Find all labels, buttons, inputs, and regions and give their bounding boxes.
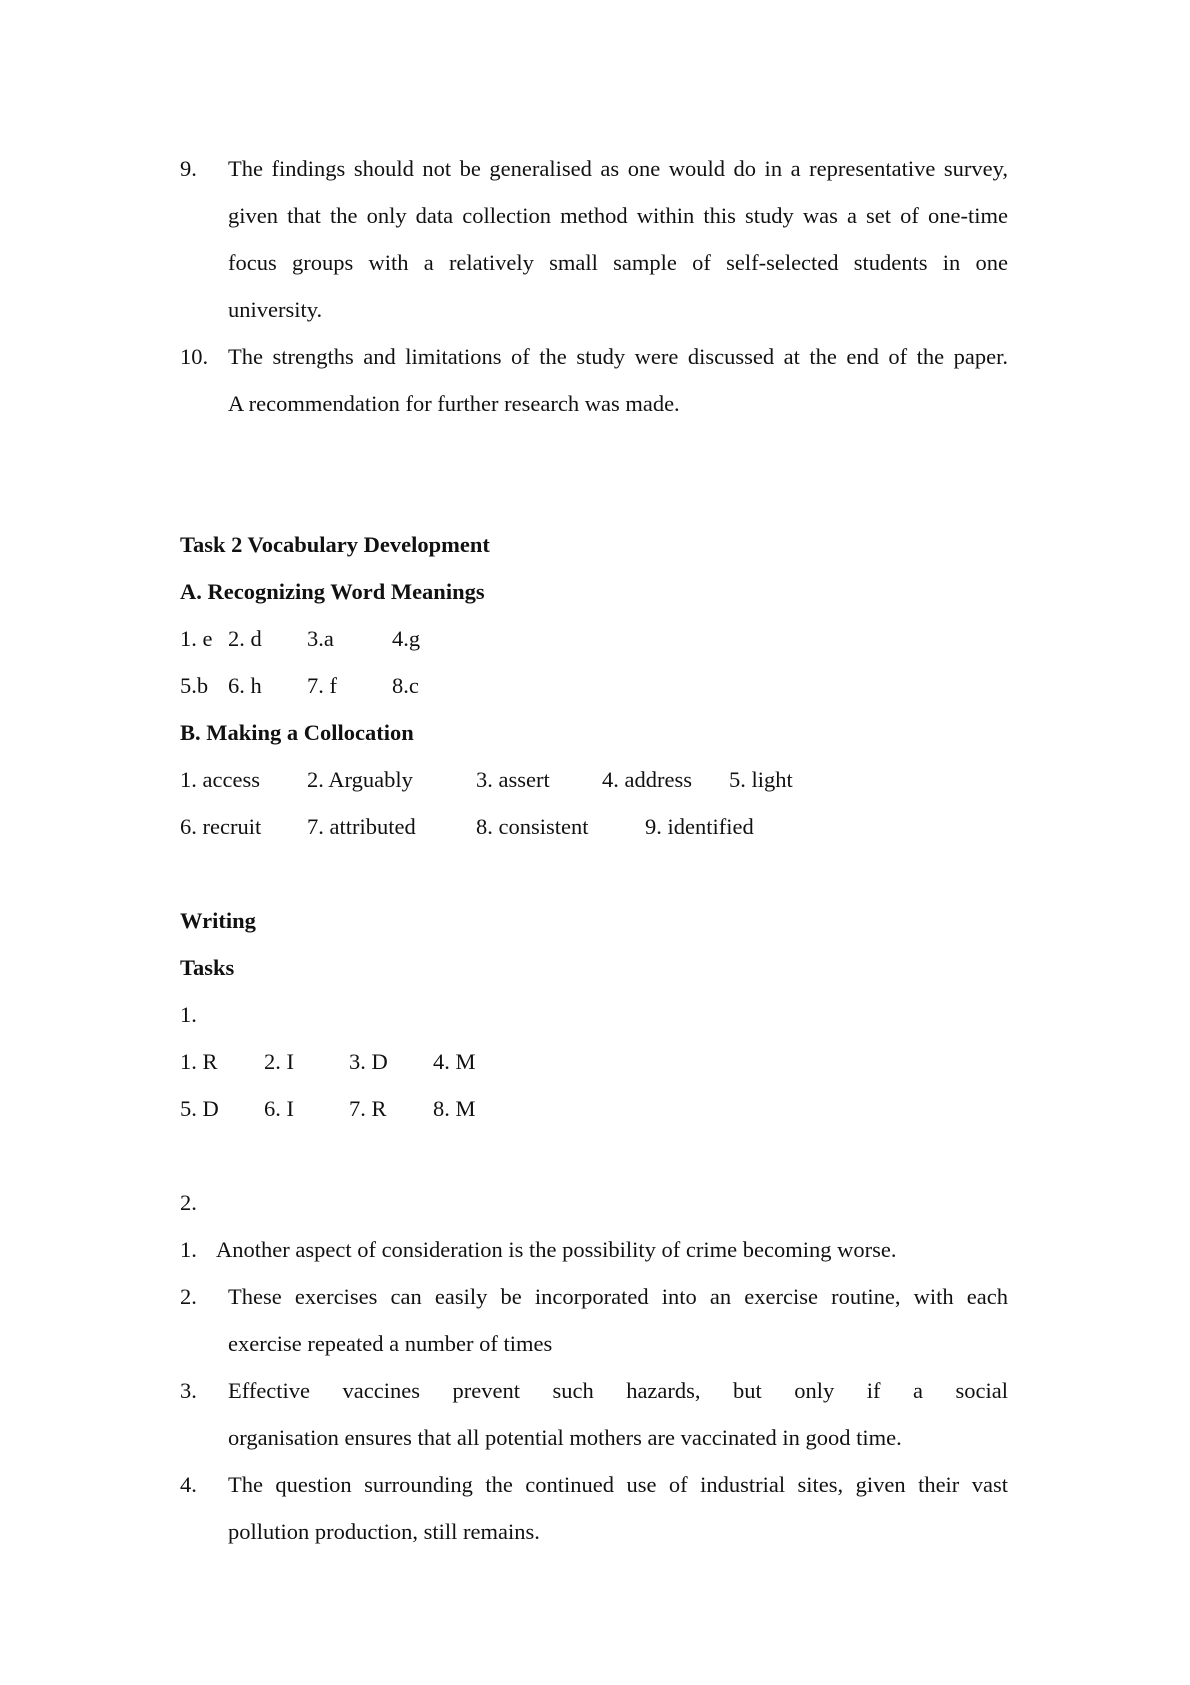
list-item-line: The findings should not be generalised as one would do in a representative survey, [228,156,1008,181]
answer-cell: 4. M [433,1049,476,1074]
answer-cell: 6. I [264,1096,294,1121]
list-item-line: organisation ensures that all potential mothers are vaccinated in good time. [228,1425,902,1450]
answer-cell: 5.b [180,673,209,698]
answer-cell: 9. identified [645,814,754,839]
list-item-line: given that the only data collection method within this study was a set of one-time [228,203,1008,228]
section-heading: Writing [180,908,256,933]
list-item-line: The strengths and limitations of the study were discussed at the end of the paper. [228,344,1008,369]
list-item-line: Effective vaccines prevent such hazards, but only if a social [228,1378,1008,1403]
list-item-number: 9. [180,156,197,181]
list-item-line: exercise repeated a number of times [228,1331,553,1356]
list-item-number: 2. [180,1284,197,1309]
answer-cell: 1. R [180,1049,218,1074]
answer-cell: 4. address [602,767,692,792]
answer-cell: 3. assert [476,767,550,792]
subsection-heading: A. Recognizing Word Meanings [180,579,485,604]
list-item-number: 3. [180,1378,197,1403]
subsection-heading: Tasks [180,955,235,980]
answer-cell: 5. light [729,767,793,792]
list-item-number: 4. [180,1472,197,1497]
list-item-number: 10. [180,344,209,369]
answer-cell: 6. recruit [180,814,262,839]
list-item-line: Another aspect of consideration is the possibility of crime becoming worse. [216,1237,897,1262]
answer-cell: 7. f [307,673,337,698]
list-item-line: pollution production, still remains. [228,1519,540,1544]
list-item-line: focus groups with a relatively small sample of self-selected students in one [228,250,1008,275]
answer-cell: 7. attributed [307,814,416,839]
answer-cell: 3. D [349,1049,388,1074]
list-item-line: A recommendation for further research was made. [228,391,680,416]
section-heading: Task 2 Vocabulary Development [180,532,490,557]
list-item-line: The question surrounding the continued use of industrial sites, given their vast [228,1472,1008,1497]
answer-cell: 7. R [349,1096,387,1121]
subsection-heading: B. Making a Collocation [180,720,414,745]
answer-cell: 8.c [392,673,419,698]
list-item-line: These exercises can easily be incorporated into an exercise routine, with each [228,1284,1008,1309]
answer-cell: 6. h [228,673,262,698]
answer-cell: 4.g [392,626,421,651]
answer-cell: 5. D [180,1096,219,1121]
part-label: 2. [180,1190,197,1215]
answer-cell: 1. e [180,626,213,651]
answer-cell: 1. access [180,767,260,792]
answer-cell: 2. d [228,626,262,651]
answer-cell: 2. Arguably [307,767,413,792]
part-label: 1. [180,1002,197,1027]
answer-cell: 2. I [264,1049,294,1074]
list-item-number: 1. [180,1237,197,1262]
answer-cell: 8. consistent [476,814,589,839]
answer-cell: 3.a [307,626,334,651]
list-item-line: university. [228,297,323,322]
answer-cell: 8. M [433,1096,476,1121]
